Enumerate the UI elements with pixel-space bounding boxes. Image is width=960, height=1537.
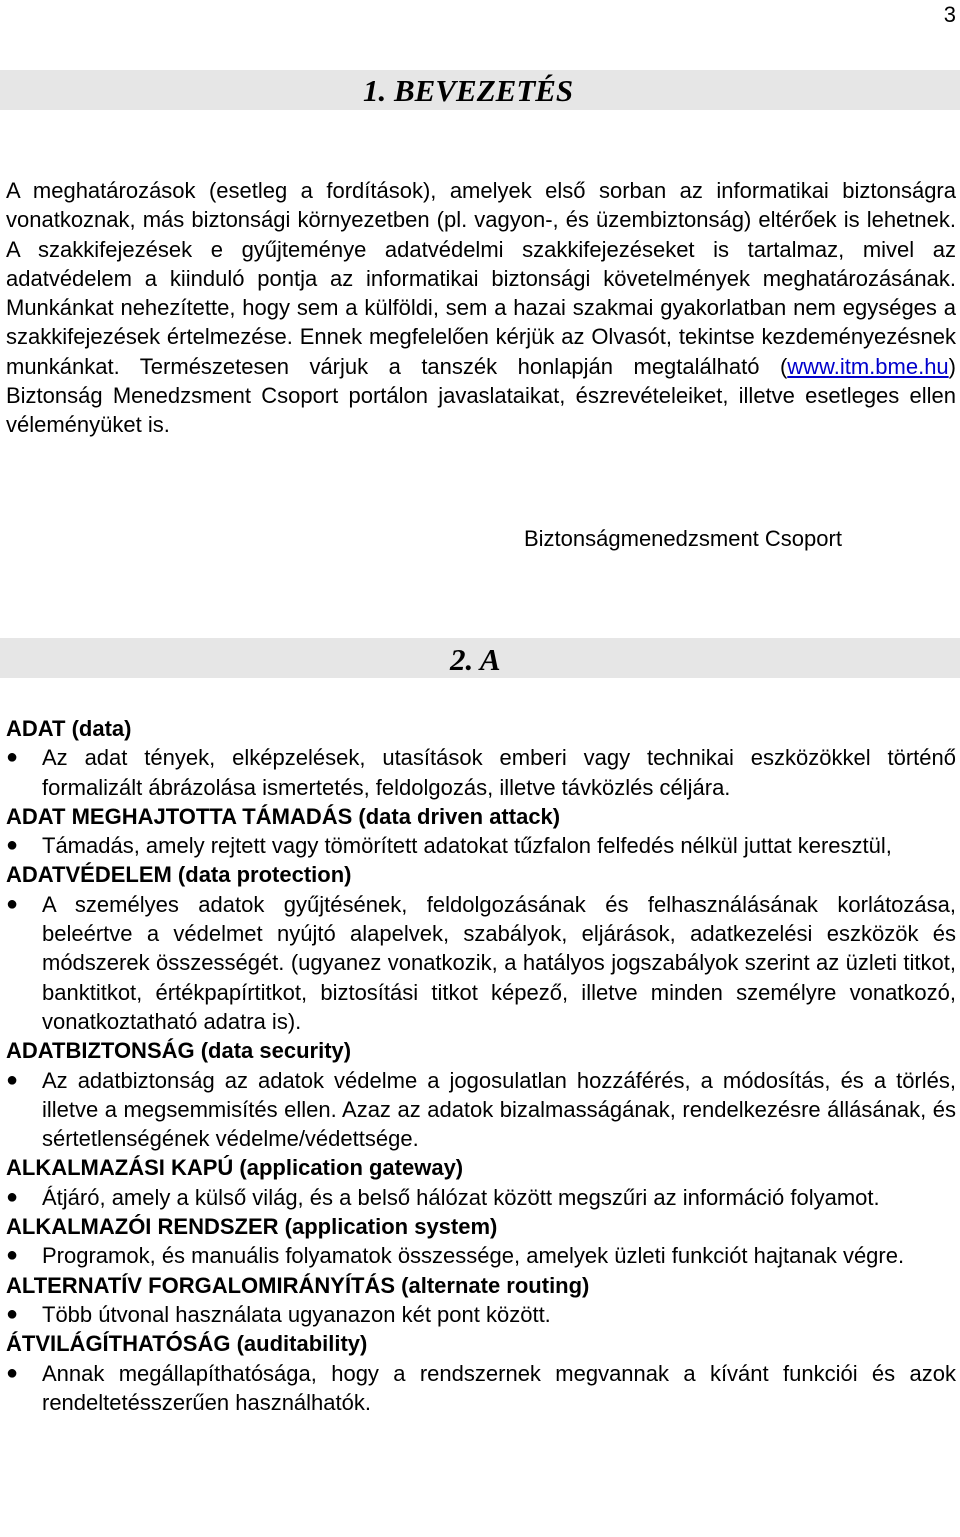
section-2-title: 2. A bbox=[450, 642, 501, 677]
glossary-definition-text: Annak megállapíthatósága, hogy a rendszernek megvannak a kívánt funkciói és azok rendeltetésszerűen használhatók. bbox=[42, 1360, 956, 1415]
glossary-term: ADAT MEGHAJTOTTA TÁMADÁS (data driven attack) bbox=[6, 803, 561, 829]
section-1-title: 1. BEVEZETÉS bbox=[363, 73, 574, 108]
glossary-entry bbox=[6, 860, 956, 1036]
glossary-entry bbox=[6, 802, 956, 861]
glossary-definition-text: Több útvonal használata ugyanazon két pont között. bbox=[42, 1301, 551, 1327]
glossary-term: ALKALMAZÁSI KAPÚ (application gateway) bbox=[6, 1155, 464, 1181]
intro-text-end: ) Biztonság Menedzsment Csoport portálon javaslataikat, észrevételeiket, illetve esetleges ellen véleményüket is. bbox=[6, 353, 956, 438]
glossary-definition-text: Támadás, amely rejtett vagy tömörített adatokat tűzfalon felfedés nélkül juttat keresztül, bbox=[42, 833, 892, 859]
bullet-icon: ● bbox=[6, 892, 19, 915]
signature: Biztonságmenedzsment Csoport bbox=[524, 526, 842, 551]
glossary-entry bbox=[6, 1329, 956, 1417]
glossary-definition-text: Átjáró, amely a külső világ, és a belső hálózat között megszűri az információ folyamot. bbox=[42, 1184, 880, 1210]
bullet-icon: ● bbox=[6, 834, 19, 857]
glossary-term: ADATBIZTONSÁG (data security) bbox=[6, 1038, 352, 1064]
bullet-icon: ● bbox=[6, 1361, 19, 1384]
bullet-icon: ● bbox=[6, 1068, 19, 1091]
glossary-entry bbox=[6, 1036, 956, 1153]
glossary-entry bbox=[6, 1212, 956, 1271]
glossary-definition bbox=[6, 831, 956, 860]
glossary-term: ADATVÉDELEM (data protection) bbox=[6, 862, 352, 888]
glossary-definition bbox=[6, 1300, 956, 1329]
glossary-definition-text: A személyes adatok gyűjtésének, feldolgozásának és felhasználásának korlátozása, beleértve a védelmet nyújtó alapelvek, szabályok, eljárások, adatkezelési eszközök és módszerek összességét. (ugyanez vonatkozik, a hatályos jogszabályok szerint az üzleti titkot, banktitkot, értékpapírtitkot, biztosítási titkot képező, illetve minden személyre vonatkozó, vonatkoztatható adatra is). bbox=[42, 891, 956, 1034]
website-link[interactable]: www.itm.bme.hu bbox=[787, 353, 949, 379]
glossary-entry bbox=[6, 714, 956, 802]
glossary-definition bbox=[6, 890, 956, 1036]
glossary-term: ALKALMAZÓI RENDSZER (application system) bbox=[6, 1214, 498, 1240]
glossary-entry bbox=[6, 1271, 956, 1330]
glossary-definition-text: Az adatbiztonság az adatok védelme a jogosulatlan hozzáférés, a módosítás, és a törlés, illetve a megsemmisítés ellen. Azaz az adatok bizalmasságának, rendelkezésre állásának, és sértetlenségének védelme/védettsége. bbox=[42, 1067, 956, 1152]
glossary-definition bbox=[6, 1359, 956, 1418]
glossary-definition-text: Programok, és manuális folyamatok összessége, amelyek üzleti funkciót hajtanak végre. bbox=[42, 1243, 905, 1269]
glossary-definition bbox=[6, 1066, 956, 1154]
bullet-icon: ● bbox=[6, 1302, 19, 1325]
glossary-term: ALTERNATÍV FORGALOMIRÁNYÍTÁS (alternate routing) bbox=[6, 1272, 590, 1298]
section-2-heading bbox=[0, 638, 960, 678]
glossary-term: ÁTVILÁGÍTHATÓSÁG (auditability) bbox=[6, 1331, 368, 1357]
bullet-icon: ● bbox=[6, 1244, 19, 1267]
glossary-definition bbox=[6, 1241, 956, 1270]
glossary-term: ADAT (data) bbox=[6, 716, 132, 741]
glossary-definition-text: Az adat tények, elképzelések, utasítások emberi vagy technikai eszközökkel történő formalizált ábrázolása ismertetés, feldolgozás, illetve távközlés céljára. bbox=[42, 745, 956, 800]
glossary-definition bbox=[6, 743, 956, 802]
intro-paragraph bbox=[6, 176, 956, 440]
bullet-icon: ● bbox=[6, 746, 19, 769]
section-1-heading bbox=[0, 70, 960, 110]
bullet-icon: ● bbox=[6, 1185, 19, 1208]
glossary-entry bbox=[6, 1153, 956, 1212]
page-number: 3 bbox=[943, 2, 956, 27]
glossary-definition bbox=[6, 1183, 956, 1212]
glossary-list bbox=[6, 714, 956, 1417]
intro-text-start: A meghatározások (esetleg a fordítások), amelyek első sorban az informatikai biztonságra vonatkoznak, más biztonsági környezetben (pl. vagyon-, és üzembiztonság) eltérőek is lehetnek. A szakkifejezések e gyűjteménye adatvédelmi szakkifejezéseket is tartalmaz, mivel az adatvédelem a kiinduló pontja az informatikai biztonsági követelmények meghatározásának. Munkánkat nehezítette, hogy sem a külföldi, sem a hazai szakmai gyakorlatban nem egységes a szakkifejezések értelmezése. Ennek megfelelően kérjük az Olvasót, tekintse kezdeményezésnek munkánkat. Természetesen várjuk a tanszék honlapján megtalálható ( bbox=[6, 178, 956, 379]
